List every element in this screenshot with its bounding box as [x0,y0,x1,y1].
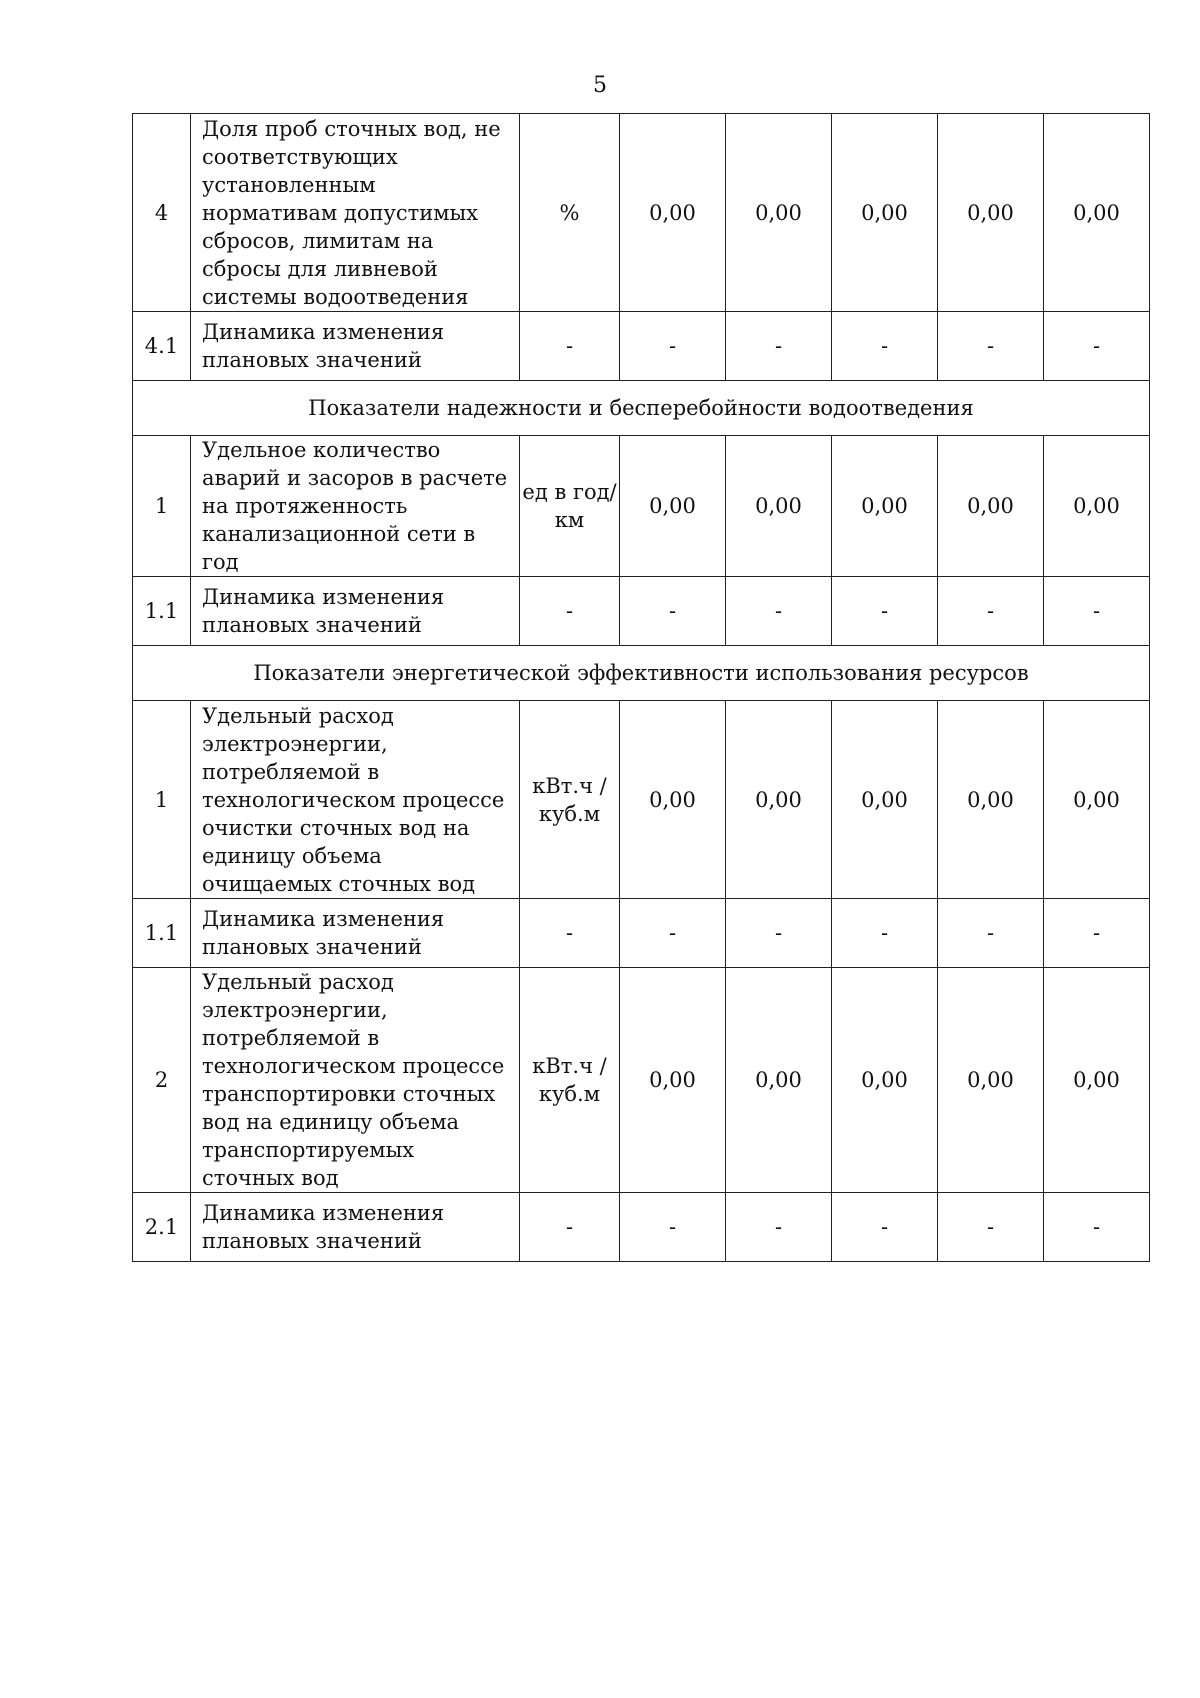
value-cell: - [726,899,832,968]
value-cell: - [726,312,832,381]
value-cell: 0,00 [620,436,726,577]
value-cell: - [938,577,1044,646]
table-row [133,899,1150,968]
value-cell: - [832,312,938,381]
indicator-name: Доля проб сточных вод, не соответствующих установленным нормативам допустимых сбросов, лимитам на сбросы для ливневой системы водоотведения [191,114,520,312]
value-cell: 0,00 [938,701,1044,899]
indicator-name: Удельный расход электроэнергии, потребляемой в технологическом процессе очистки сточных вод на единицу объема очищаемых сточных вод [191,701,520,899]
unit-cell: - [520,577,620,646]
unit-cell: кВт.ч / куб.м [520,968,620,1193]
row-number: 1 [133,436,191,577]
section-row [133,646,1150,701]
indicators-table [132,113,1150,1262]
value-cell: 0,00 [1044,968,1150,1193]
value-cell: - [832,1193,938,1262]
value-cell: - [1044,899,1150,968]
table-row [133,114,1150,312]
value-cell: 0,00 [726,968,832,1193]
unit-cell: кВт.ч / куб.м [520,701,620,899]
value-cell: - [832,899,938,968]
indicator-name: Динамика изменения плановых значений [191,1193,520,1262]
table-row [133,968,1150,1193]
section-title: Показатели надежности и бесперебойности водоотведения [133,381,1150,436]
indicator-name: Динамика изменения плановых значений [191,577,520,646]
unit-cell: ед в год/ км [520,436,620,577]
value-cell: - [620,312,726,381]
unit-cell: - [520,312,620,381]
value-cell: 0,00 [938,968,1044,1193]
value-cell: 0,00 [938,436,1044,577]
unit-cell: - [520,1193,620,1262]
value-cell: 0,00 [620,114,726,312]
row-number: 4.1 [133,312,191,381]
indicator-name: Удельное количество аварий и засоров в расчете на протяженность канализационной сети в год [191,436,520,577]
section-title: Показатели энергетической эффективности использования ресурсов [133,646,1150,701]
value-cell: 0,00 [1044,436,1150,577]
value-cell: 0,00 [832,436,938,577]
page-number: 5 [593,73,607,98]
value-cell: - [620,1193,726,1262]
value-cell: - [938,312,1044,381]
row-number: 2 [133,968,191,1193]
value-cell: 0,00 [832,701,938,899]
table-row [133,312,1150,381]
value-cell: - [832,577,938,646]
table-row [133,1193,1150,1262]
value-cell: - [620,577,726,646]
value-cell: - [938,899,1044,968]
value-cell: 0,00 [1044,701,1150,899]
row-number: 4 [133,114,191,312]
value-cell: - [1044,312,1150,381]
section-row [133,381,1150,436]
value-cell: 0,00 [832,114,938,312]
indicator-name: Удельный расход электроэнергии, потребляемой в технологическом процессе транспортировки сточных вод на единицу объема транспортируемых сточных вод [191,968,520,1193]
row-number: 1.1 [133,899,191,968]
table-row [133,577,1150,646]
row-number: 1 [133,701,191,899]
value-cell: - [726,1193,832,1262]
value-cell: 0,00 [620,968,726,1193]
table-row [133,436,1150,577]
value-cell: - [1044,577,1150,646]
value-cell: - [620,899,726,968]
indicator-name: Динамика изменения плановых значений [191,312,520,381]
value-cell: 0,00 [1044,114,1150,312]
value-cell: - [726,577,832,646]
value-cell: 0,00 [938,114,1044,312]
row-number: 2.1 [133,1193,191,1262]
table-row [133,701,1150,899]
unit-cell: - [520,899,620,968]
value-cell: 0,00 [726,701,832,899]
value-cell: 0,00 [726,436,832,577]
unit-cell: % [520,114,620,312]
value-cell: - [938,1193,1044,1262]
row-number: 1.1 [133,577,191,646]
value-cell: 0,00 [620,701,726,899]
value-cell: 0,00 [832,968,938,1193]
value-cell: 0,00 [726,114,832,312]
indicator-name: Динамика изменения плановых значений [191,899,520,968]
value-cell: - [1044,1193,1150,1262]
